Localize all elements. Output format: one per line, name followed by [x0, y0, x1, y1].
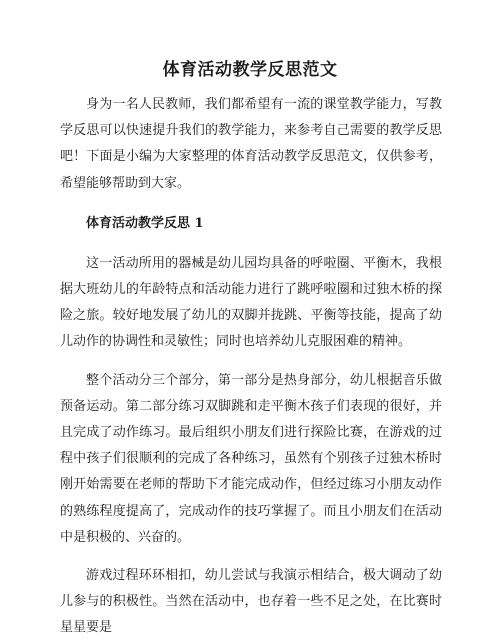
intro-paragraph: 身为一名人民教师，我们都希望有一流的课堂教学能力，写教学反思可以快速提升我们的教学能力，来参考自己需要的教学反思吧！下面是小编为大家整理的体育活动教学反思范文，仅供参考，希望能够帮助到大家。	[60, 97, 442, 191]
document-title: 体育活动教学反思范文	[162, 60, 338, 80]
body-paragraph-2: 整个活动分三个部分，第一部分是热身部分，幼儿根据音乐做预备运动。第二部分练习双脚跳和走平衡木孩子们表现的很好，并且完成了动作练习。最后组织小朋友们进行探险比赛，在游戏的过程中孩子们很顺利的完成了各种练习，虽然有个别孩子过独木桥时刚开始需要在老师的帮助下才能完成动作，但经过练习小朋友动作的熟练程度提高了，完成动作的技巧掌握了。而且小朋友们在活动中是积极的、兴奋的。	[60, 372, 442, 545]
document-body	[60, 92, 442, 642]
section-heading: 体育活动教学反思 1	[86, 215, 204, 231]
body-paragraph-1: 这一活动所用的器械是幼儿园均具备的呼啦圈、平衡木，我根据大班幼儿的年龄特点和活动能力进行了跳呼啦圈和过独木桥的探险之旅。较好地发展了幼儿的双脚并拢跳、平衡等技能，提高了幼儿动作的协调性和灵敏性；同时也培养幼儿克服困难的精神。	[60, 255, 442, 350]
body-paragraph-3: 游戏过程环环相扣，幼儿尝试与我演示相结合，极大调动了幼儿参与的积极性。当然在活动中，也存着一些不足之处，在比赛时星星要是	[60, 568, 442, 636]
